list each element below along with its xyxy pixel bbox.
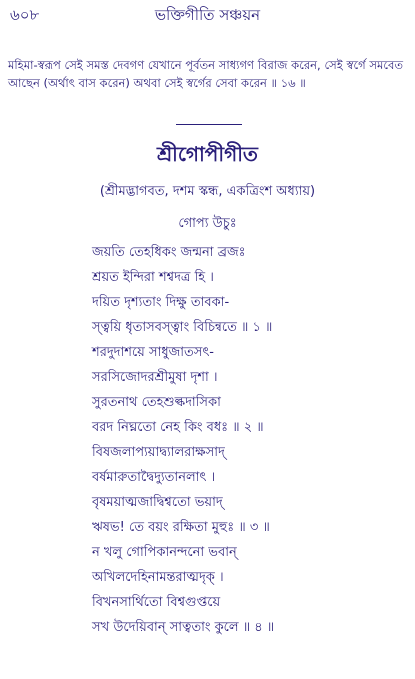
- verse-line: ঋষভ! তে বয়ং রক্ষিতা মুহুঃ ॥ ৩ ॥: [92, 520, 270, 535]
- verse-line: অখিলদেহিনামন্তরাত্মদৃক্ ।: [92, 570, 224, 585]
- page-number: ৬০৮: [10, 6, 40, 24]
- verse-line: শরদুদাশয়ে সাধুজাতসৎ-: [92, 345, 215, 360]
- verse-line: সখ উদেয়িবান্ সাত্বতাং কুলে ॥ ৪ ॥: [92, 620, 275, 635]
- verse-line: বৃষময়াত্মজাদ্বিশ্বতো ভয়াদ্: [92, 495, 223, 510]
- intro-paragraph: মহিমা-স্বরূপ সেই সমস্ত দেবগণ যেখানে পূর্বতন সাধ্যগণ বিরাজ করেন, সেই স্বর্গে সমবেত আছেন (অর্থাৎ বাস করেন) অথবা সেই স্বর্গের সেবা করেন ॥ ১৬ ॥: [8, 57, 403, 90]
- verse-line: বরদ নিঘ্নতো নেহ কিং বধঃ ॥ ২ ॥: [92, 420, 264, 435]
- verse-line: ন খলু গোপিকানন্দনো ভবান্: [92, 545, 237, 560]
- verse-line: বিষজলাপ্যয়াদ্ব্যালরাক্ষসাদ্: [92, 445, 225, 460]
- verse-line: বিখনসার্থিতো বিশ্বগুপ্তয়ে: [92, 595, 221, 610]
- verse-line: দয়িত দৃশ্যতাং দিক্ষু তাবকা-: [92, 295, 230, 310]
- verse-line: স্ত্বয়ি ধৃতাসবস্ত্বাং বিচিন্বতে ॥ ১ ॥: [92, 320, 273, 335]
- verse-line: বর্ষমারুতাদ্বৈদ্যুতানলাৎ ।: [92, 470, 216, 485]
- verse-line: সরসিজোদরশ্রীমুষা দৃশা ।: [92, 370, 218, 385]
- page-header: [10, 4, 405, 28]
- verse-line: জয়তি তেহধিকং জন্মনা ব্রজঃ: [92, 245, 246, 260]
- verse-list: [92, 240, 409, 640]
- hymn-title: শ্রীগোপীগীত: [157, 142, 258, 166]
- speaker-line: গোপ্য উচুঃ: [178, 216, 237, 231]
- running-head: ভক্তিগীতি সঞ্চয়ন: [154, 6, 261, 24]
- section-divider: [176, 124, 242, 125]
- hymn-source: (শ্রীমদ্ভাগবত, দশম স্কন্ধ, একত্রিংশ অধ্যায়): [99, 184, 316, 199]
- verse-line: সুরতনাথ তেহশুল্কদাসিকা: [92, 395, 221, 410]
- verse-line: শ্রয়ত ইন্দিরা শশ্বদত্র হি ।: [92, 270, 214, 285]
